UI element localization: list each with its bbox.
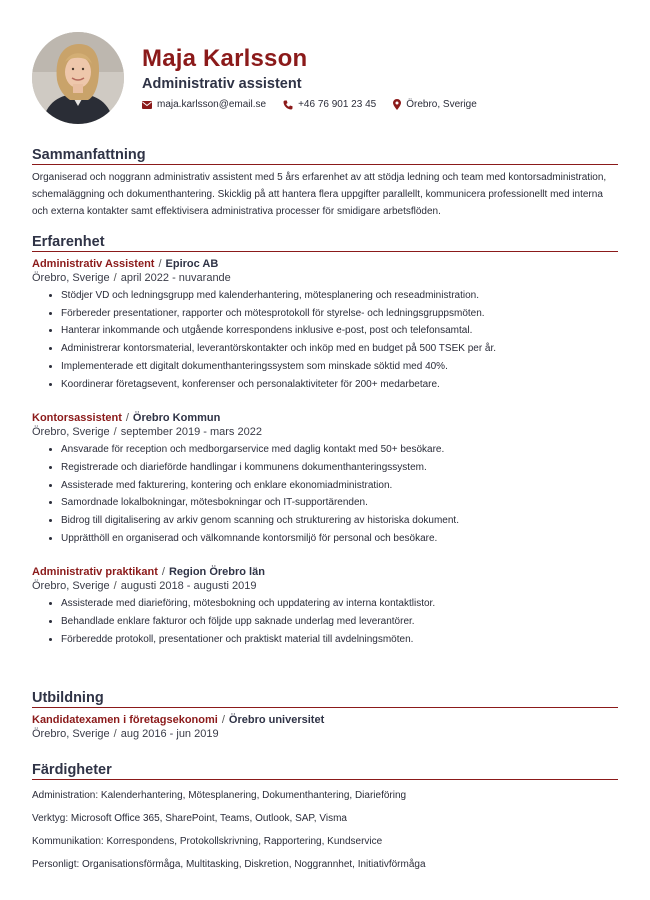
phone-text: +46 76 901 23 45 <box>298 99 377 110</box>
job-location: Örebro, Sverige <box>32 272 110 284</box>
profile-photo <box>32 32 124 124</box>
job-entry <box>32 566 618 648</box>
job-entry <box>32 258 618 393</box>
skill-line: Personligt: Organisationsförmåga, Multitasking, Diskretion, Noggrannhet, Initiativförmåga <box>32 859 426 870</box>
skills-heading: Färdigheter <box>32 762 618 780</box>
job-header <box>32 258 618 270</box>
bullet-item: • Assisterade med diarieföring, mötesbokning och uppdatering av interna kontaktlistor. <box>61 595 618 613</box>
job-location: Örebro, Sverige <box>32 580 110 593</box>
contact-row <box>142 99 494 110</box>
separator: / <box>113 272 117 284</box>
job-meta <box>32 426 618 438</box>
company-name: Epiroc AB <box>165 258 219 270</box>
bullet-item: • Hanterar inkommande och utgående korrespondens inklusive e-post, post och telefonsamtal. <box>61 322 618 340</box>
experience-heading: Erfarenhet <box>32 234 618 252</box>
job-bullets <box>32 287 618 393</box>
bullet-item: • Samordnade lokalbokningar, mötesbokningar och IT-supportärenden. <box>61 494 618 512</box>
bullet-item: • Ansvarade för reception och medborgarservice med daglig kontakt med 50+ besökare. <box>61 441 618 459</box>
bullet-item: • Behandlade enklare fakturor och följde upp saknade underlag med leverantörer. <box>61 613 618 631</box>
bullet-item: • Administrerar kontorsmaterial, leverantörskontakter och inköp med en budget på 500 TSEK per år. <box>61 340 618 358</box>
job-bullets <box>32 595 618 648</box>
education-dates: aug 2016 - jun 2019 <box>120 728 219 740</box>
bullet-item: • Upprätthöll en organiserad och välkomnande kontorsmiljö för personal och besökare. <box>61 530 618 548</box>
separator: / <box>113 728 117 740</box>
education-section <box>32 690 618 740</box>
school-name: Örebro universitet <box>228 714 325 726</box>
job-dates: april 2022 - nuvarande <box>120 272 231 284</box>
contact-location <box>393 99 477 110</box>
job-title: Kontorsassistent <box>32 412 122 425</box>
separator: / <box>158 258 162 270</box>
summary-heading: Sammanfattning <box>32 147 618 165</box>
bullet-item: • Koordinerar företagsevent, konferenser och personalaktiviteter för 200+ medarbetare. <box>61 376 618 394</box>
education-heading: Utbildning <box>32 690 618 708</box>
candidate-title: Administrativ assistent <box>142 76 302 92</box>
skills-section <box>32 762 618 871</box>
separator: / <box>113 580 117 593</box>
contact-email[interactable] <box>142 99 266 110</box>
bullet-item: • Förberedde protokoll, presentationer och praktiskt material till avdelningsmöten. <box>61 631 618 649</box>
avatar <box>32 32 124 124</box>
job-entry <box>32 412 618 547</box>
skill-line: Kommunikation: Korrespondens, Protokollskrivning, Rapportering, Kundservice <box>32 836 383 847</box>
email-text: maja.karlsson@email.se <box>157 99 267 110</box>
job-dates: augusti 2018 - augusti 2019 <box>120 580 257 593</box>
company-name: Region Örebro län <box>168 566 265 579</box>
phone-icon <box>283 100 293 110</box>
separator: / <box>113 426 117 439</box>
separator: / <box>221 714 225 726</box>
bullet-item: • Registrerade och diarieförde handlingar i kommunens dokumenthanteringssystem. <box>61 459 618 477</box>
job-title: Administrativ Assistent <box>32 258 155 270</box>
mail-icon <box>142 101 152 109</box>
summary-section <box>32 147 618 220</box>
separator: / <box>161 566 165 579</box>
education-header <box>32 714 618 726</box>
resume-header <box>32 32 618 126</box>
job-header <box>32 412 618 424</box>
skill-line: Verktyg: Microsoft Office 365, SharePoint, Teams, Outlook, SAP, Visma <box>32 813 347 824</box>
bullet-item: • Bidrog till digitalisering av arkiv genom scanning och strukturering av historiska dokument. <box>61 512 618 530</box>
bullet-item: • Implementerade ett digitalt dokumenthanteringssystem som minskade söktid med 40%. <box>61 358 618 376</box>
skill-line: Administration: Kalenderhantering, Mötesplanering, Dokumenthantering, Diarieföring <box>32 790 407 801</box>
bullet-item: • Stödjer VD och ledningsgrupp med kalenderhantering, mötesplanering och reseadministration. <box>61 287 618 305</box>
separator: / <box>125 412 129 425</box>
bullet-item: • Assisterade med fakturering, kontering och enklare ekonomiadministration. <box>61 477 618 495</box>
degree-title: Kandidatexamen i företagsekonomi <box>32 714 218 726</box>
job-meta <box>32 580 618 592</box>
bullet-item: • Förbereder presentationer, rapporter och mötesprotokoll för styrelse- och ledningsgruppsmöten. <box>61 305 618 323</box>
location-text: Örebro, Sverige <box>406 99 477 110</box>
job-header <box>32 566 618 578</box>
experience-section <box>32 234 618 668</box>
education-location: Örebro, Sverige <box>32 728 110 740</box>
job-location: Örebro, Sverige <box>32 426 110 439</box>
map-pin-icon <box>393 99 401 110</box>
summary-text: Organiserad och noggrann administrativ assistent med 5 års erfarenhet av att stödja ledning och team med kontorsadministration, schemaläggning och dokumenthantering. Skicklig på att hantera flera uppgifter parallellt, kommunicera professionellt med interna och externa kontakter samt effektivisera administrativa processer för smidigare arbetsflöden. <box>32 172 607 217</box>
education-meta <box>32 728 618 740</box>
job-bullets <box>32 441 618 547</box>
job-title: Administrativ praktikant <box>32 566 158 579</box>
candidate-name: Maja Karlsson <box>142 45 308 72</box>
job-meta <box>32 272 618 284</box>
contact-phone[interactable] <box>283 99 376 110</box>
job-dates: september 2019 - mars 2022 <box>120 426 262 439</box>
company-name: Örebro Kommun <box>132 412 221 425</box>
